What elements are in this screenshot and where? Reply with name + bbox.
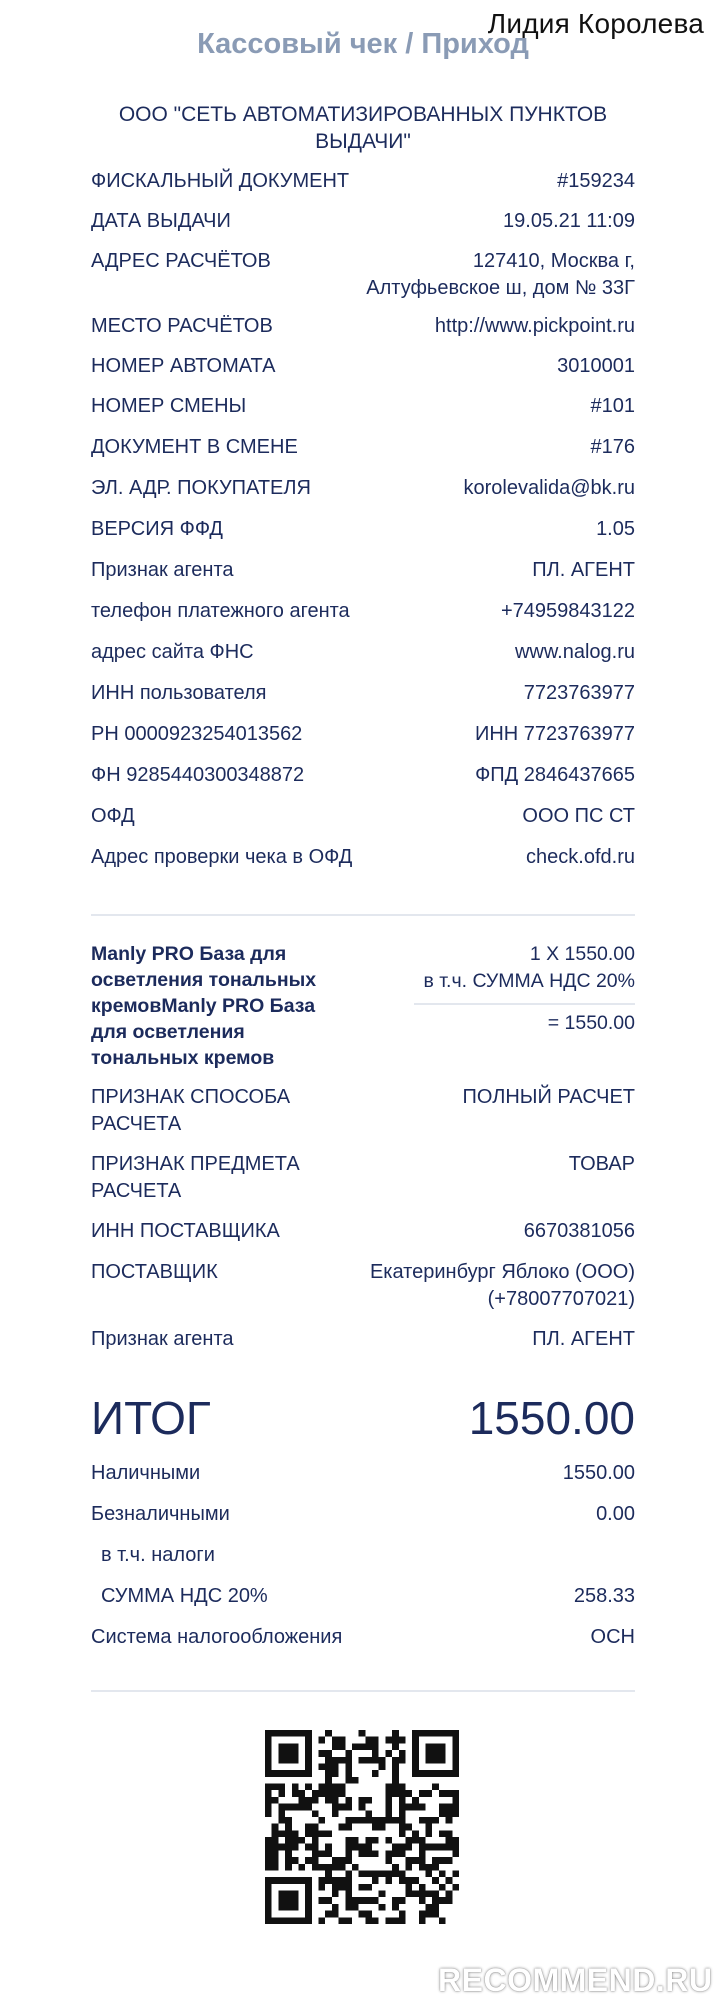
total-row (91, 1392, 635, 1444)
row-label: Система налогообложения (91, 1626, 343, 1648)
receipt-row (91, 844, 635, 871)
receipt-row (91, 393, 635, 420)
receipt-row (91, 721, 635, 748)
row-value: 7723763977 (523, 682, 635, 704)
item-name: Manly PRO База для осветления тональных кремовManly PRO База для осветления тональных кремов (91, 943, 317, 1069)
row-value[interactable]: check.ofd.ru (526, 846, 635, 868)
row-value: +74959843122 (500, 600, 635, 622)
organization-name: ООО "СЕТЬ АВТОМАТИЗИРОВАННЫХ ПУНКТОВ ВЫДАЧИ" (118, 103, 608, 153)
row-label: АДРЕС РАСЧЁТОВ (91, 250, 271, 272)
row-label: ИНН пользователя (91, 682, 267, 704)
row-value: 19.05.21 11:09 (503, 210, 635, 232)
item-row (91, 1218, 635, 1245)
row-value: #176 (590, 436, 635, 458)
row-label: Признак агента (91, 1328, 234, 1350)
row-value: ООО ПС СТ (522, 805, 635, 827)
receipt-row (91, 680, 635, 707)
receipt-row (91, 516, 635, 543)
item-row (91, 1151, 635, 1205)
receipt-row (91, 248, 635, 302)
row-value: 127410, Москва г, Алтуфьевское ш, дом № 33Г (366, 250, 635, 299)
row-label: ИНН ПОСТАВЩИКА (91, 1220, 280, 1242)
row-value: ПОЛНЫЙ РАСЧЕТ (462, 1086, 635, 1108)
item-quantity: 1 X 1550.00 (529, 943, 635, 965)
row-value: ИНН 7723763977 (474, 723, 635, 745)
receipt-row (91, 208, 635, 235)
row-value: #159234 (557, 170, 635, 192)
receipt-row (91, 475, 635, 502)
row-label: ВЕРСИЯ ФФД (91, 518, 223, 540)
row-value: 258.33 (573, 1585, 635, 1607)
payment-row (91, 1542, 635, 1569)
row-value: Екатеринбург Яблоко (ООО) (+78007707021) (369, 1261, 635, 1310)
row-label: ФН 9285440300348872 (91, 764, 305, 786)
row-label: ФИСКАЛЬНЫЙ ДОКУМЕНТ (91, 170, 350, 192)
receipt-row (91, 557, 635, 584)
payment-row (91, 1583, 635, 1610)
row-value: ФПД 2846437665 (475, 764, 635, 786)
item-quantity-price (423, 941, 635, 995)
item-row (91, 1326, 635, 1353)
row-value: ОСН (590, 1626, 635, 1648)
payment-row (91, 1460, 635, 1487)
item-row (91, 1259, 635, 1313)
row-label: ОФД (91, 805, 135, 827)
recommend-logo-icon (400, 1964, 434, 1998)
receipt-row (91, 313, 635, 340)
receipt-row (91, 168, 635, 195)
item-sum-divider (414, 1003, 635, 1005)
section-divider (91, 914, 635, 916)
user-name: Лидия Королева (487, 8, 704, 39)
row-label: ДОКУМЕНТ В СМЕНЕ (91, 436, 298, 458)
receipt-title: Кассовый чек / Приход (197, 28, 529, 60)
row-value: ПЛ. АГЕНТ (532, 559, 635, 581)
row-value: ПЛ. АГЕНТ (532, 1328, 635, 1350)
row-label: ПРИЗНАК СПОСОБА РАСЧЕТА (91, 1086, 291, 1135)
payment-row (91, 1624, 635, 1651)
row-value: 1550.00 (562, 1462, 635, 1484)
row-label: в т.ч. налоги (101, 1544, 215, 1566)
row-value: http://www.pickpoint.ru (434, 315, 635, 337)
row-value: #101 (590, 395, 635, 417)
row-label: телефон платежного агента (91, 600, 350, 622)
row-value: ТОВАР (568, 1153, 635, 1175)
receipt-row (91, 803, 635, 830)
row-label: РН 0000923254013562 (91, 723, 303, 745)
row-value: 3010001 (557, 355, 635, 377)
row-value: 0.00 (596, 1503, 635, 1525)
row-label: НОМЕР СМЕНЫ (91, 395, 247, 417)
row-label: Безналичными (91, 1503, 230, 1525)
receipt-row (91, 598, 635, 625)
section-divider (91, 1690, 635, 1692)
payment-row (91, 1501, 635, 1528)
row-value: 1.05 (596, 518, 635, 540)
watermark-text: RECOMMEND.RU (438, 1962, 713, 1998)
row-label: ПРИЗНАК ПРЕДМЕТА РАСЧЕТА (91, 1153, 300, 1202)
receipt-row (91, 434, 635, 461)
receipt-row (91, 762, 635, 789)
receipt-row (91, 639, 635, 666)
row-value: 6670381056 (523, 1220, 635, 1242)
item-row (91, 1084, 635, 1138)
row-label: НОМЕР АВТОМАТА (91, 355, 276, 377)
item-sum: = 1550.00 (547, 1012, 635, 1034)
row-label: ПОСТАВЩИК (91, 1261, 218, 1283)
row-label: МЕСТО РАСЧЁТОВ (91, 315, 273, 337)
row-label: Наличными (91, 1462, 201, 1484)
qr-code[interactable] (265, 1730, 459, 1924)
row-label: ДАТА ВЫДАЧИ (91, 210, 231, 232)
row-label: адрес сайта ФНС (91, 641, 254, 663)
row-label: СУММА НДС 20% (101, 1585, 268, 1607)
row-value[interactable]: www.nalog.ru (514, 641, 635, 663)
item-vat-note: в т.ч. СУММА НДС 20% (423, 970, 635, 992)
receipt-row (91, 353, 635, 380)
total-label: ИТОГ (91, 1392, 211, 1444)
row-value[interactable]: korolevalida@bk.ru (463, 477, 635, 499)
total-value: 1550.00 (468, 1392, 635, 1444)
row-label: ЭЛ. АДР. ПОКУПАТЕЛЯ (91, 477, 311, 499)
row-label: Адрес проверки чека в ОФД (91, 846, 353, 868)
row-label: Признак агента (91, 559, 234, 581)
